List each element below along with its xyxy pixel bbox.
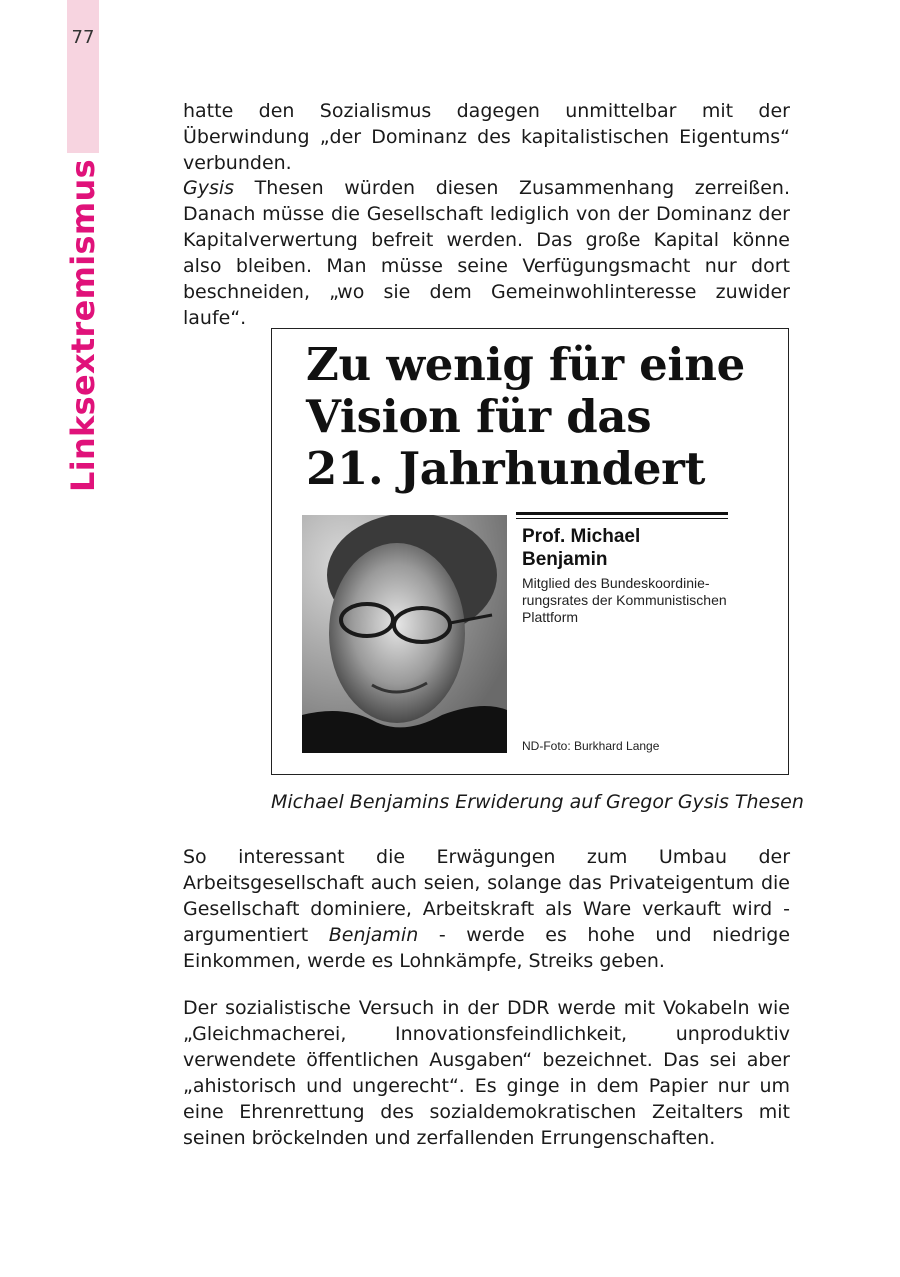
paragraph-3-text-end: - werde es hohe und niedrige Einkommen, werde es Lohnkämpfe, Streiks geben. <box>183 924 791 972</box>
clipping-headline <box>306 339 776 495</box>
headline-line: Zu wenig für eine <box>306 338 745 391</box>
author-name <box>522 525 762 571</box>
author-role-line: rungsrates der Kommunistischen <box>522 592 727 608</box>
author-role-line: Plattform <box>522 609 579 625</box>
paragraph-3-name: Benjamin <box>328 924 419 946</box>
paragraph-1: hatte den Sozialismus dagegen unmittelbar mit der Überwindung „der Dominanz des kapitalistischen Eigentums“ verbunden. <box>183 100 790 174</box>
paragraph-2 <box>183 175 790 331</box>
page-number: 77 <box>71 27 95 48</box>
paragraph-3 <box>183 844 790 974</box>
author-name-line: Benjamin <box>522 549 608 570</box>
paragraph-4: Der sozialistische Versuch in der DDR werde mit Vokabeln wie „Gleichmacherei, Innovationsfeindlichkeit, unproduktiv verwendete öffentlichen Ausgaben“ bezeichnet. Das sei aber „ahistorisch und ungerecht“. Es ginge in dem Papier nur um eine Ehrenrettung des sozialdemokratischen Zeitalters mit seinen bröckelnden und zerfallenden Errungenschaften. <box>183 997 790 1149</box>
photo-credit: ND-Foto: Burkhard Lange <box>522 739 660 753</box>
figure-caption: Michael Benjamins Erwiderung auf Gregor Gysis Thesen <box>271 791 804 813</box>
paragraph-3-text: So interessant die Erwägungen zum Umbau der Arbeitsgesellschaft auch seien, solange das Privateigentum die Gesellschaft dominiere, Arbeitskraft als Ware verkauft wird - argumentiert <box>183 846 790 946</box>
section-label: Linksextremismus <box>64 159 102 492</box>
portrait-image <box>302 515 507 753</box>
author-photo <box>302 515 507 753</box>
divider <box>516 512 728 515</box>
headline-line: 21. Jahrhundert <box>306 442 706 495</box>
author-role <box>522 575 752 626</box>
side-tab <box>67 0 99 153</box>
paragraph-2-name: Gysis <box>183 177 235 199</box>
divider <box>516 518 728 519</box>
newspaper-clipping <box>271 328 789 775</box>
author-name-line: Prof. Michael <box>522 526 641 547</box>
paragraph-2-text: Thesen würden diesen Zusammenhang zerreißen. Danach müsse die Gesellschaft lediglich von der Dominanz der Kapitalverwertung befreit werden. Das große Kapital könne also bleiben. Man müsse seine Verfügungsmacht nur dort beschneiden, „wo sie dem Gemeinwohlinteresse zuwider laufe“. <box>183 177 790 329</box>
author-role-line: Mitglied des Bundeskoordinie- <box>522 575 710 591</box>
headline-line: Vision für das <box>306 390 652 443</box>
